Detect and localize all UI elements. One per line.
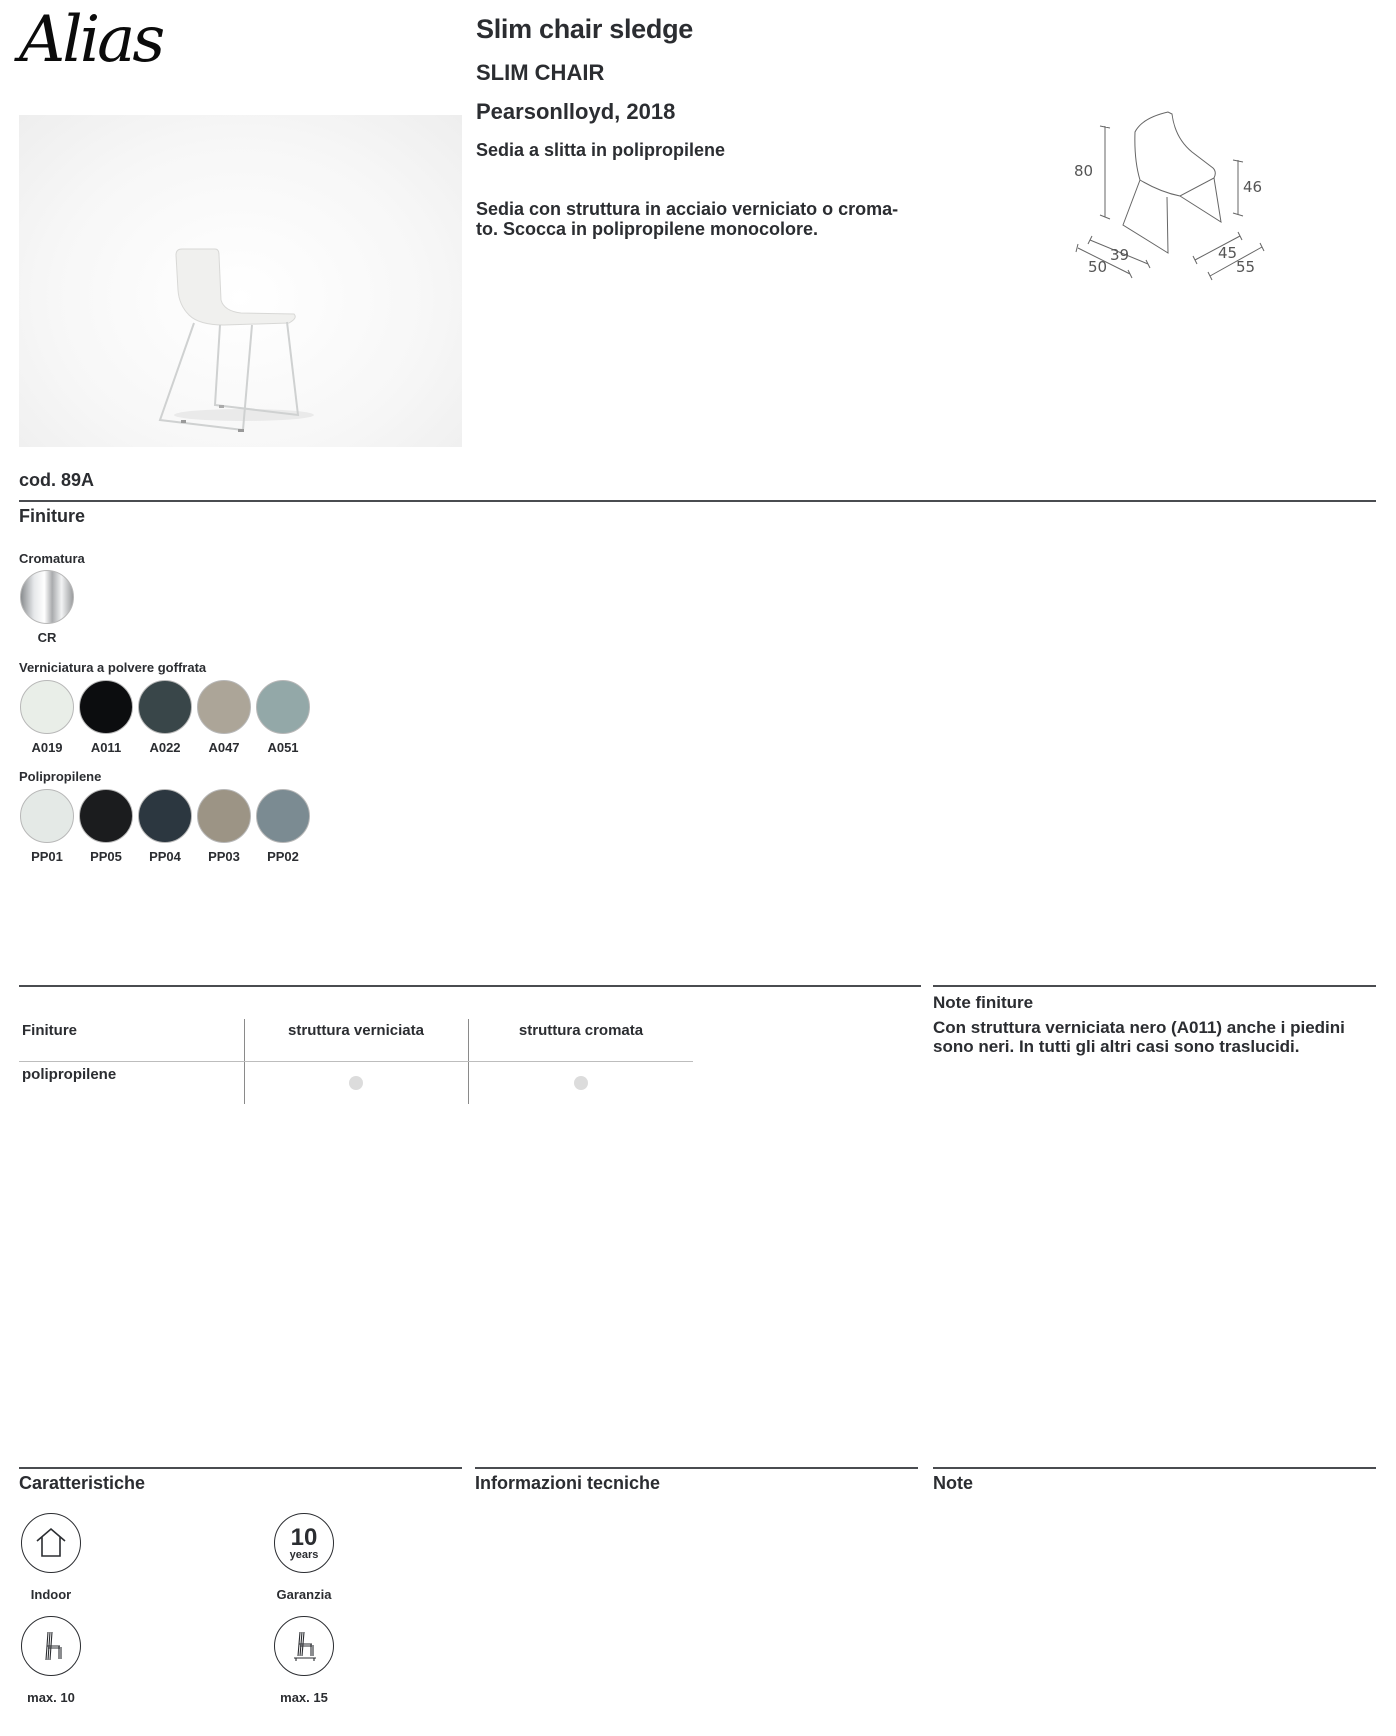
finish-notes-title: Note finiture xyxy=(933,993,1034,1012)
finish-group-label: Verniciatura a polvere goffrata xyxy=(19,660,207,675)
swatch-item[interactable] xyxy=(137,789,193,864)
product-description xyxy=(476,199,916,239)
dimension-diagram xyxy=(1050,100,1290,290)
chair-photo-illustration xyxy=(19,115,462,447)
characteristics-title: Caratteristiche xyxy=(19,1473,146,1493)
swatch-code: PP02 xyxy=(267,849,299,864)
stack-chairs-icon xyxy=(21,1616,81,1676)
brand-logo: Alias xyxy=(19,3,163,77)
swatch-code: A047 xyxy=(208,740,240,755)
color-swatch xyxy=(20,789,74,843)
swatch-code: A022 xyxy=(149,740,181,755)
swatch-row-chrome xyxy=(19,570,75,645)
warranty-number: 10 xyxy=(290,1523,318,1551)
table-header-finishes: Finiture xyxy=(22,1022,77,1039)
swatch-item[interactable] xyxy=(78,789,134,864)
divider xyxy=(933,1467,1376,1469)
dim-width-seat: 39 xyxy=(1110,246,1130,264)
notes-title: Note xyxy=(933,1473,973,1493)
swatch-code: PP04 xyxy=(149,849,181,864)
swatch-item[interactable] xyxy=(19,680,75,755)
color-swatch xyxy=(256,680,310,734)
product-short-description: Sedia a slitta in polipropilene xyxy=(476,140,726,160)
swatch-code: A019 xyxy=(31,740,63,755)
swatch-item[interactable] xyxy=(196,789,252,864)
table-header-chrome: struttura cromata xyxy=(518,1022,644,1039)
divider xyxy=(933,985,1376,987)
swatch-item[interactable] xyxy=(19,570,75,645)
finish-group-label: Polipropilene xyxy=(19,769,102,784)
feature-label: max. 15 xyxy=(280,1690,328,1705)
feature-label: Indoor xyxy=(30,1587,72,1602)
description-line: to. Scocca in polipropilene monocolore. xyxy=(476,219,819,239)
description-line: Sedia con struttura in acciaio verniciato o croma- xyxy=(476,199,899,219)
swatch-item[interactable] xyxy=(196,680,252,755)
table-row-label: polipropilene xyxy=(22,1066,117,1083)
dim-width-total: 50 xyxy=(1088,258,1108,276)
product-photo xyxy=(19,115,462,447)
stack-trolley-icon xyxy=(274,1616,334,1676)
warranty-unit: years xyxy=(289,1548,319,1561)
feature-label: Garanzia xyxy=(276,1587,332,1602)
swatch-item[interactable] xyxy=(19,789,75,864)
table-divider xyxy=(19,1061,693,1062)
swatch-item[interactable] xyxy=(137,680,193,755)
dim-seat-height: 46 xyxy=(1243,178,1263,196)
color-swatch xyxy=(197,680,251,734)
product-family: SLIM CHAIR xyxy=(476,60,605,85)
divider xyxy=(19,500,1376,502)
swatch-item[interactable] xyxy=(78,680,134,755)
product-designer-year: Pearsonlloyd, 2018 xyxy=(476,99,676,124)
availability-dot-chrome xyxy=(574,1076,588,1090)
divider xyxy=(475,1467,918,1469)
feature-warranty xyxy=(254,1513,354,1602)
color-swatch xyxy=(20,680,74,734)
feature-stack-15 xyxy=(254,1616,354,1705)
color-swatch xyxy=(79,680,133,734)
color-swatch xyxy=(138,680,192,734)
finish-notes-body xyxy=(933,1018,1373,1056)
swatch-code: CR xyxy=(37,630,57,645)
dim-depth-seat: 45 xyxy=(1218,244,1238,262)
swatch-code: PP05 xyxy=(90,849,122,864)
color-swatch xyxy=(197,789,251,843)
swatch-code: A051 xyxy=(267,740,299,755)
dim-height: 80 xyxy=(1074,162,1094,180)
swatch-row-paint xyxy=(19,680,311,755)
house-icon xyxy=(21,1513,81,1573)
swatch-row-polypropylene xyxy=(19,789,311,864)
product-code: cod. 89A xyxy=(19,470,95,490)
divider xyxy=(19,1467,462,1469)
finish-notes-line: Con struttura verniciata nero (A011) anche i piedini xyxy=(933,1018,1345,1037)
table-header-painted: struttura verniciata xyxy=(288,1022,424,1039)
finish-group-label: Cromatura xyxy=(19,551,85,566)
color-swatch xyxy=(138,789,192,843)
finish-notes-line: sono neri. In tutti gli altri casi sono traslucidi. xyxy=(933,1037,1300,1056)
divider xyxy=(19,985,921,987)
color-swatch xyxy=(256,789,310,843)
finishes-title: Finiture xyxy=(19,506,85,526)
product-title: Slim chair sledge xyxy=(476,14,693,44)
swatch-code: PP01 xyxy=(31,849,63,864)
color-swatch xyxy=(79,789,133,843)
feature-indoor xyxy=(1,1513,101,1602)
swatch-item[interactable] xyxy=(255,789,311,864)
swatch-item[interactable] xyxy=(255,680,311,755)
dim-depth-total: 55 xyxy=(1236,258,1256,276)
chrome-swatch xyxy=(20,570,74,624)
feature-label: max. 10 xyxy=(27,1690,75,1705)
swatch-code: PP03 xyxy=(208,849,240,864)
technical-info-title: Informazioni tecniche xyxy=(475,1473,661,1493)
warranty-icon xyxy=(274,1513,334,1573)
feature-stack-10 xyxy=(1,1616,101,1705)
availability-dot-painted xyxy=(349,1076,363,1090)
swatch-code: A011 xyxy=(90,740,122,755)
